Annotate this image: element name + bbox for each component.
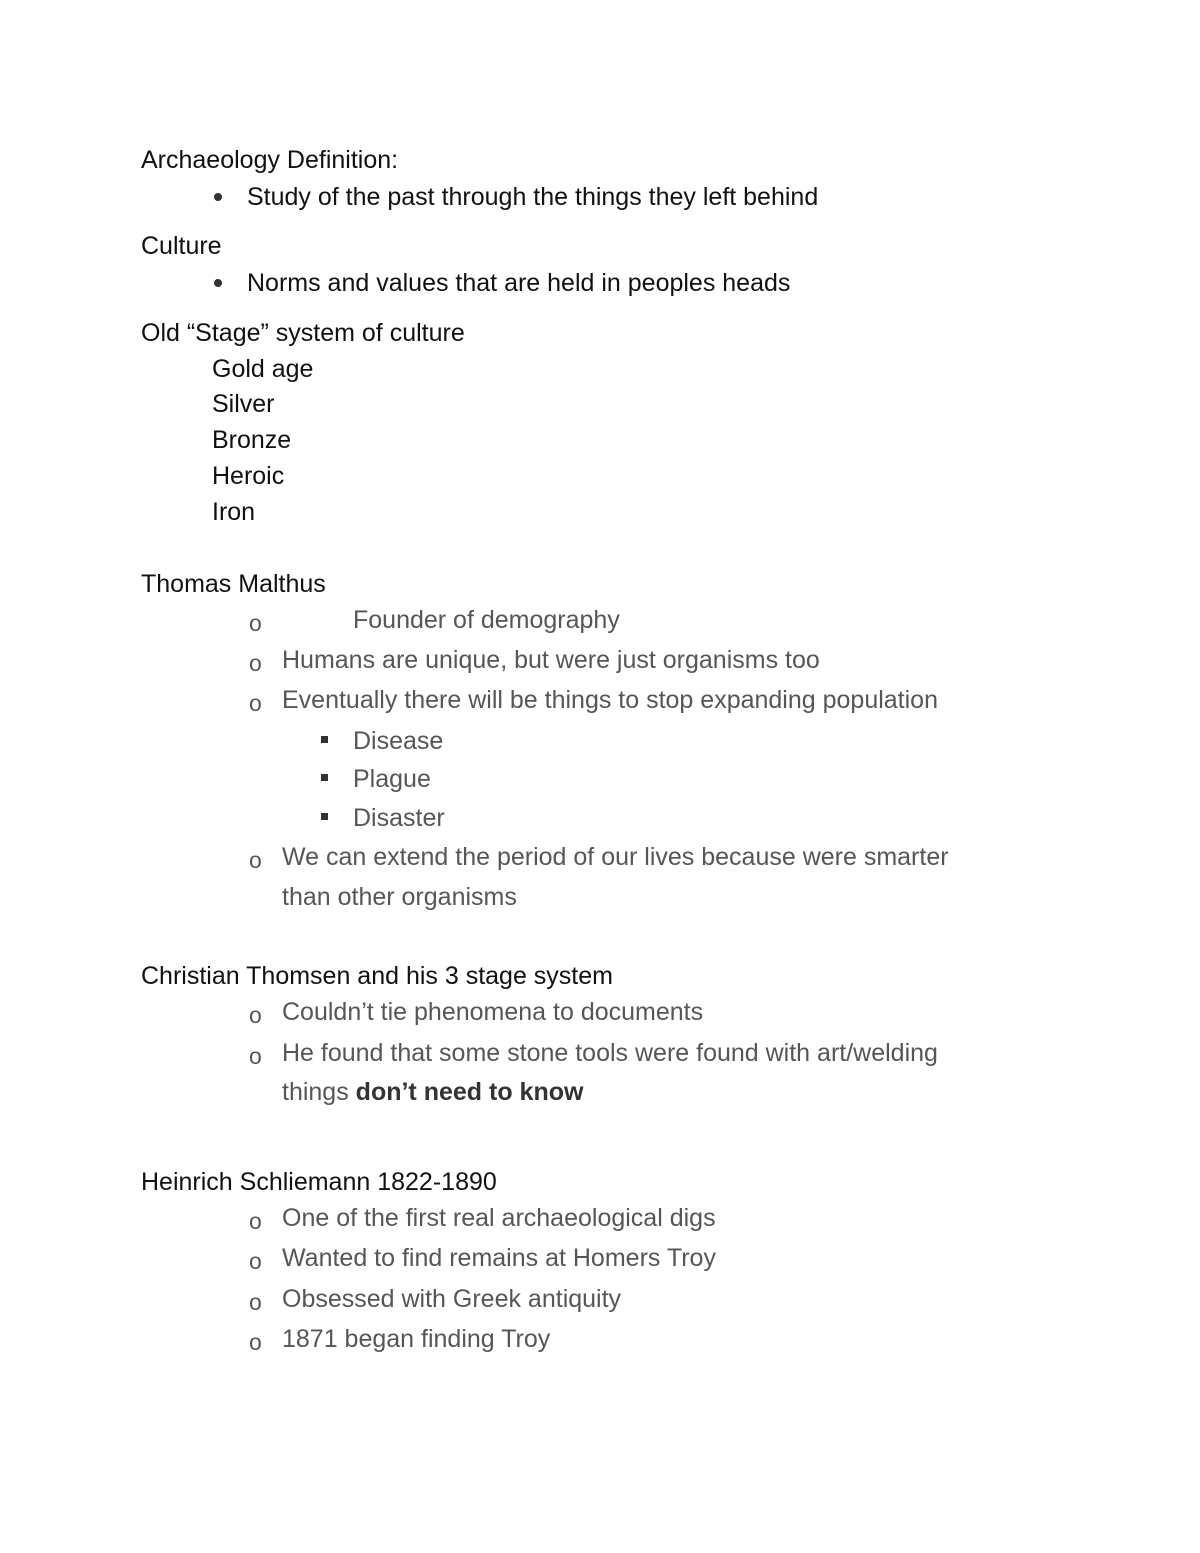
list-item: Gold age xyxy=(212,355,314,383)
list-item: Bronze xyxy=(212,426,292,454)
list-item: Couldn’t tie phenomena to documents xyxy=(282,998,704,1026)
list-item: Humans are unique, but were just organisms too xyxy=(282,646,820,674)
square-bullet-icon xyxy=(321,813,328,820)
bold-note: don’t need to know xyxy=(355,1078,584,1106)
heading-culture: Culture xyxy=(141,232,222,260)
heading-malthus: Thomas Malthus xyxy=(141,570,326,598)
list-item-line: than other organisms xyxy=(282,883,517,911)
list-item: Obsessed with Greek antiquity xyxy=(282,1285,622,1313)
list-item: One of the first real archaeological digs xyxy=(282,1204,716,1232)
hollow-bullet-icon: o xyxy=(249,1248,262,1274)
hollow-bullet-icon: o xyxy=(249,1043,262,1069)
list-item: Disaster xyxy=(353,804,445,832)
list-item: 1871 began finding Troy xyxy=(282,1325,551,1353)
list-item: Norms and values that are held in peoples heads xyxy=(247,269,791,297)
square-bullet-icon xyxy=(321,736,328,743)
list-item: Wanted to find remains at Homers Troy xyxy=(282,1244,716,1272)
heading-thomsen: Christian Thomsen and his 3 stage system xyxy=(141,962,613,990)
hollow-bullet-icon: o xyxy=(249,1329,262,1355)
hollow-bullet-icon: o xyxy=(249,690,262,716)
heading-schliemann: Heinrich Schliemann 1822-1890 xyxy=(141,1168,497,1196)
list-item: Study of the past through the things they left behind xyxy=(247,183,819,211)
list-item: Plague xyxy=(353,765,431,793)
list-item: Founder of demography xyxy=(353,606,620,634)
bullet-dot-icon xyxy=(214,193,222,201)
hollow-bullet-icon: o xyxy=(249,1002,262,1028)
list-item-line xyxy=(282,1077,583,1107)
hollow-bullet-icon: o xyxy=(249,1208,262,1234)
plain-text: things xyxy=(282,1078,356,1106)
list-item-line: He found that some stone tools were found with art/welding xyxy=(282,1039,938,1067)
square-bullet-icon xyxy=(321,774,328,781)
list-item: Silver xyxy=(212,390,275,418)
list-item: Iron xyxy=(212,498,256,526)
list-item-line: We can extend the period of our lives because were smarter xyxy=(282,843,949,871)
heading-archaeology: Archaeology Definition: xyxy=(141,146,399,174)
hollow-bullet-icon: o xyxy=(249,650,262,676)
heading-stage-system: Old “Stage” system of culture xyxy=(141,319,465,347)
hollow-bullet-icon: o xyxy=(249,847,262,873)
bullet-dot-icon xyxy=(214,279,222,287)
hollow-bullet-icon: o xyxy=(249,1289,262,1315)
list-item: Eventually there will be things to stop expanding population xyxy=(282,686,938,714)
list-item: Heroic xyxy=(212,462,285,490)
hollow-bullet-icon: o xyxy=(249,610,262,636)
list-item: Disease xyxy=(353,727,444,755)
